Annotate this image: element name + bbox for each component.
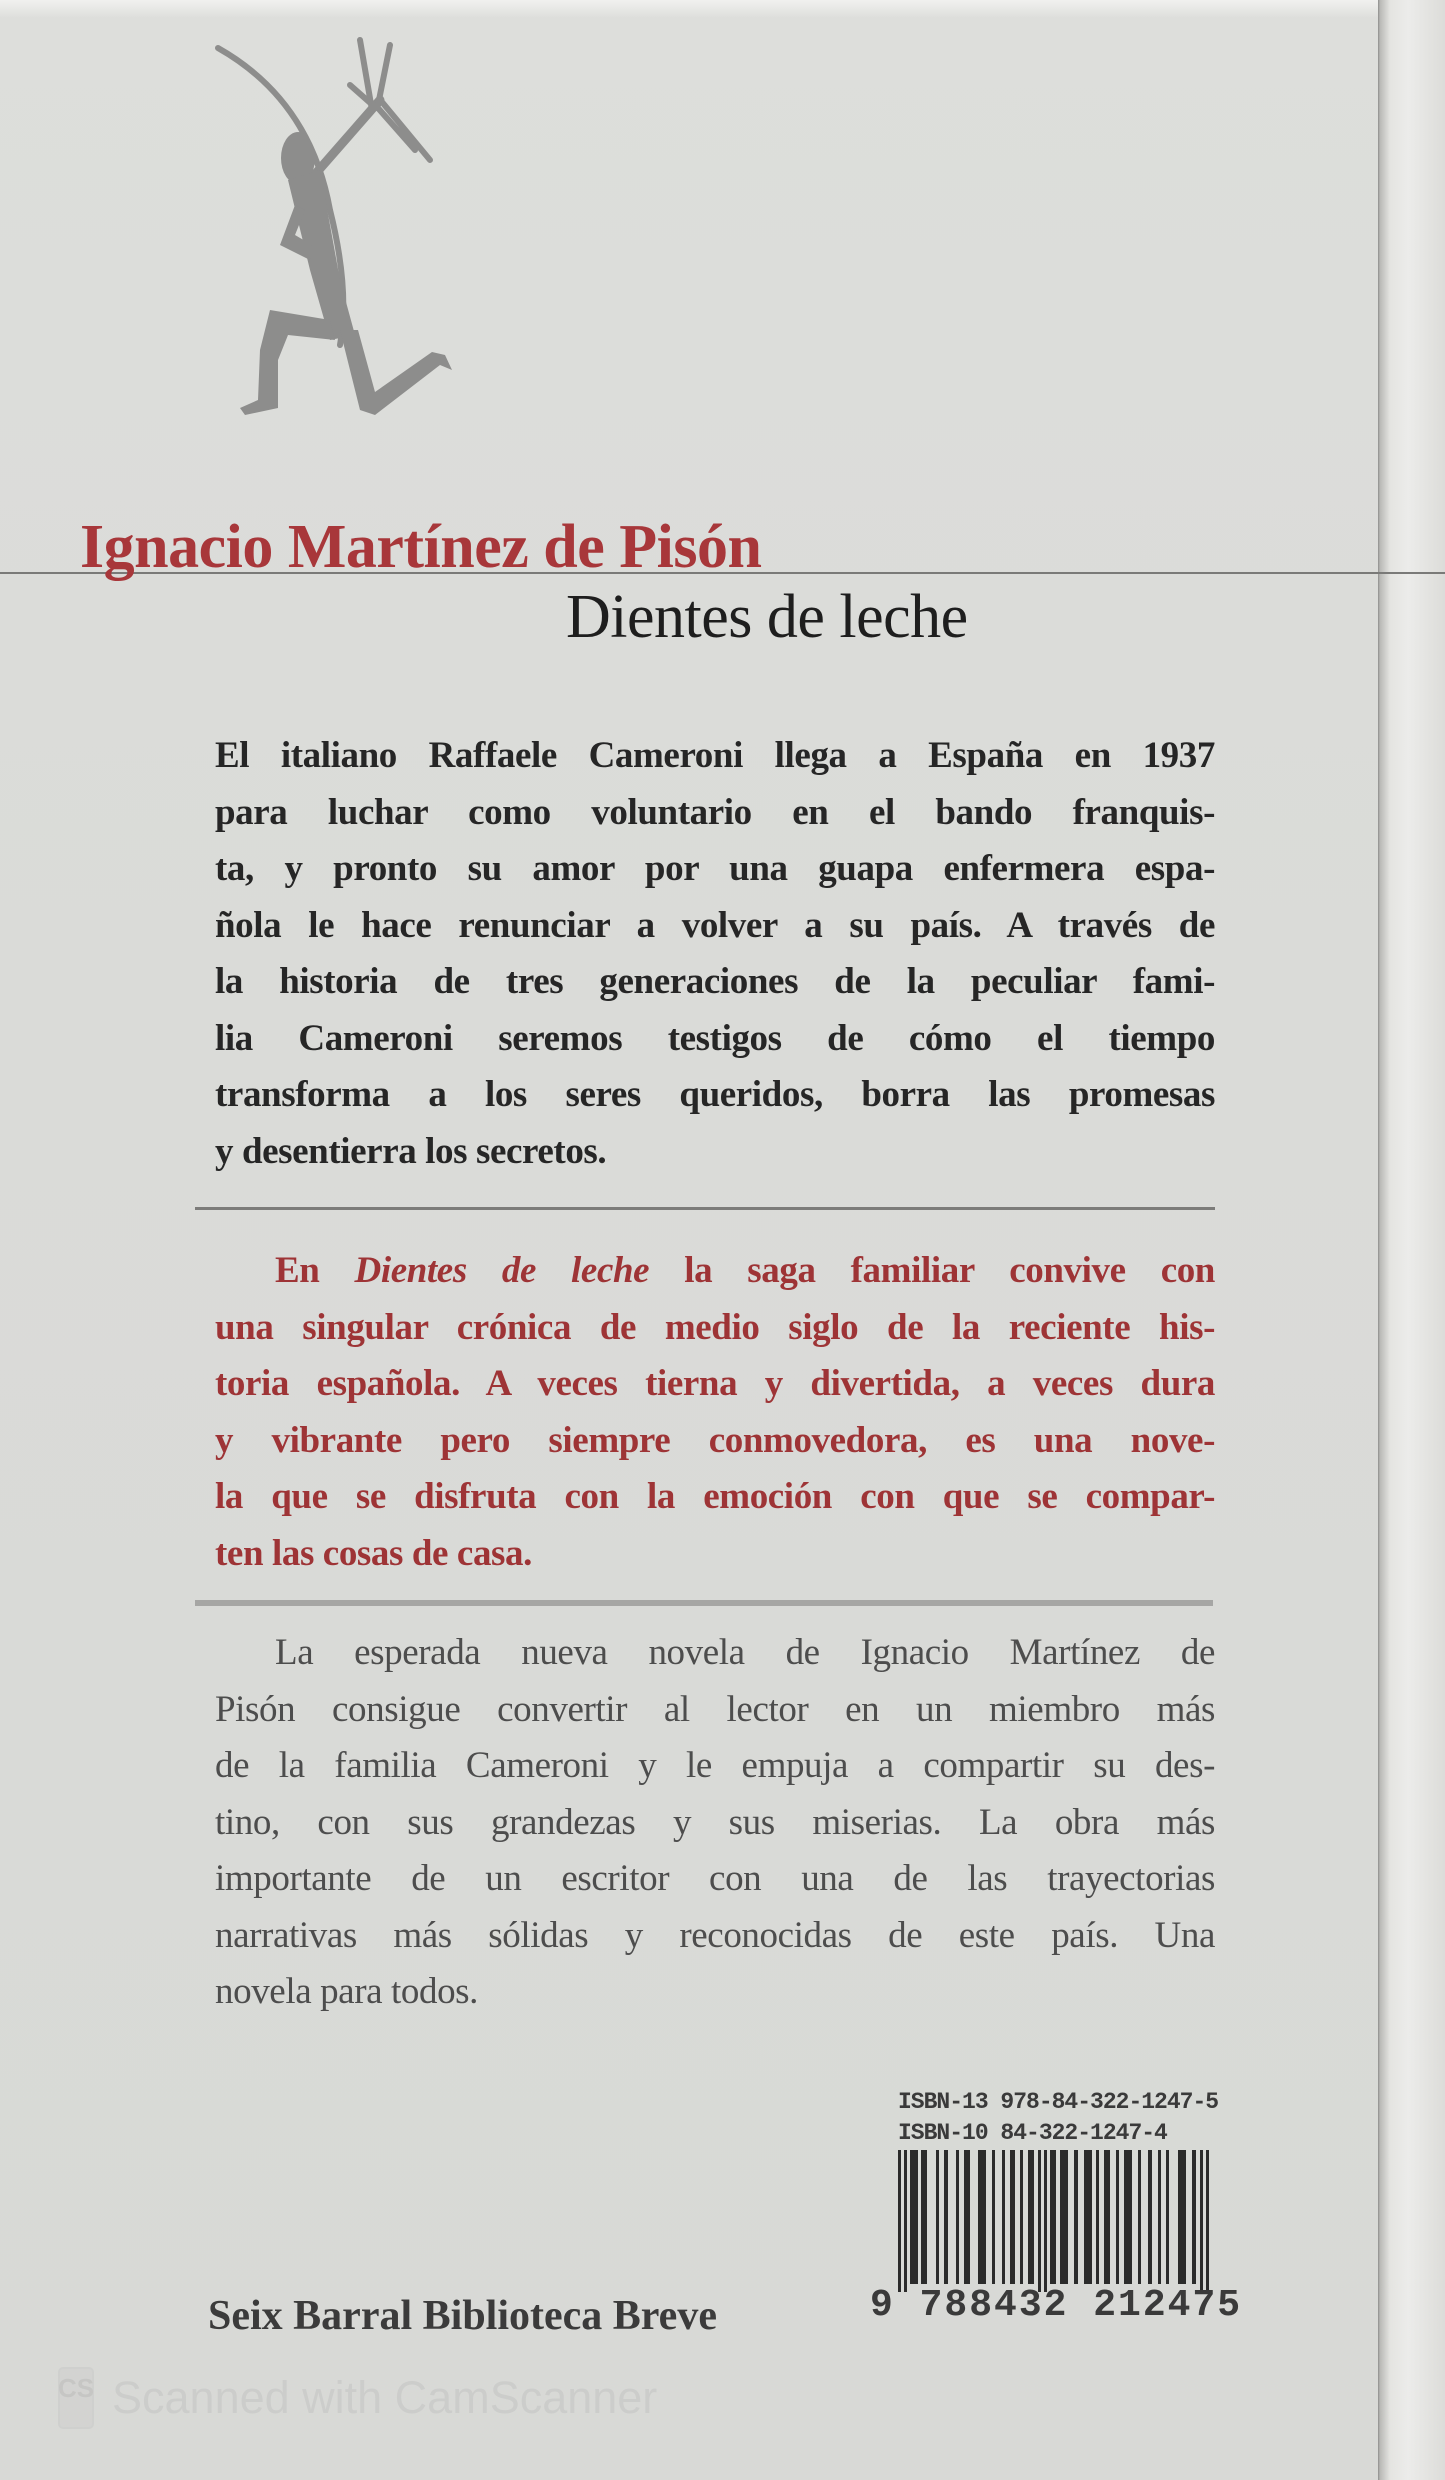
- blurb-line: de la familia Cameroni y le empuja a compartir su des-: [215, 1745, 1215, 1786]
- blurb-line: toria española. A veces tierna y divertida, a veces dura: [215, 1363, 1215, 1404]
- blurb-paragraph-1: [215, 728, 1215, 1180]
- blurb-paragraph-2: [215, 1243, 1215, 1582]
- blurb-text: la saga familiar convive con: [649, 1250, 1215, 1291]
- isbn-block: [898, 2087, 1218, 2149]
- blurb-line: una singular crónica de medio siglo de la reciente his-: [215, 1306, 1215, 1348]
- blurb-line: ñola le hace renunciar a volver a su país. A través de: [215, 904, 1215, 946]
- blurb-line: El italiano Raffaele Cameroni llega a España en 1937: [215, 735, 1215, 776]
- blurb-text: En: [275, 1250, 355, 1291]
- blurb-line: narrativas más sólidas y reconocidas de este país. Una: [215, 1914, 1215, 1956]
- archer-figure-icon: [200, 30, 530, 430]
- scanner-watermark: [58, 2367, 657, 2429]
- top-edge-shade: [0, 0, 1445, 18]
- isbn-10: ISBN-10 84-322-1247-4: [898, 2120, 1167, 2146]
- barcode-icon: [898, 2150, 1210, 2292]
- blurb-line: la que se disfruta con la emoción con que se compar-: [215, 1476, 1215, 1517]
- author-name: Ignacio Martínez de Pisón: [80, 513, 762, 581]
- blurb-line: la historia de tres generaciones de la peculiar fami-: [215, 961, 1215, 1002]
- blurb-line: La esperada nueva novela de Ignacio Martínez de: [275, 1632, 1215, 1673]
- blurb-line: tino, con sus grandezas y sus miserias. La obra más: [215, 1801, 1215, 1843]
- blurb-line: para luchar como voluntario en el bando franquis-: [215, 791, 1215, 833]
- blurb-line: transforma a los seres queridos, borra las promesas: [215, 1074, 1215, 1115]
- section-divider: [195, 1600, 1213, 1606]
- book-title: Dientes de leche: [566, 583, 968, 651]
- book-spine-edge: [1378, 0, 1445, 2480]
- isbn-13: ISBN-13 978-84-322-1247-5: [898, 2089, 1219, 2115]
- watermark-text: Scanned with CamScanner: [112, 2372, 658, 2423]
- blurb-line: ta, y pronto su amor por una guapa enfermera espa-: [215, 848, 1215, 889]
- blurb-line: novela para todos.: [215, 1971, 479, 2012]
- blurb-line: ten las cosas de casa.: [215, 1532, 532, 1574]
- book-title-italic: Dientes de leche: [354, 1250, 650, 1291]
- blurb-paragraph-3: [215, 1625, 1215, 2021]
- camscanner-logo-icon: CS: [58, 2367, 94, 2429]
- blurb-line: [215, 1243, 1215, 1300]
- blurb-line: y desentierra los secretos.: [215, 1130, 607, 1172]
- blurb-line: y vibrante pero siempre conmovedora, es una nove-: [215, 1419, 1215, 1461]
- barcode-digits: 9 788432 212475: [870, 2284, 1243, 2327]
- section-divider: [195, 1207, 1215, 1210]
- blurb-line: Pisón consigue convertir al lector en un miembro más: [215, 1688, 1215, 1730]
- blurb-line: lia Cameroni seremos testigos de cómo el tiempo: [215, 1017, 1215, 1059]
- blurb-line: importante de un escritor con una de las trayectorias: [215, 1858, 1215, 1899]
- publisher-imprint: Seix Barral Biblioteca Breve: [208, 2293, 717, 2339]
